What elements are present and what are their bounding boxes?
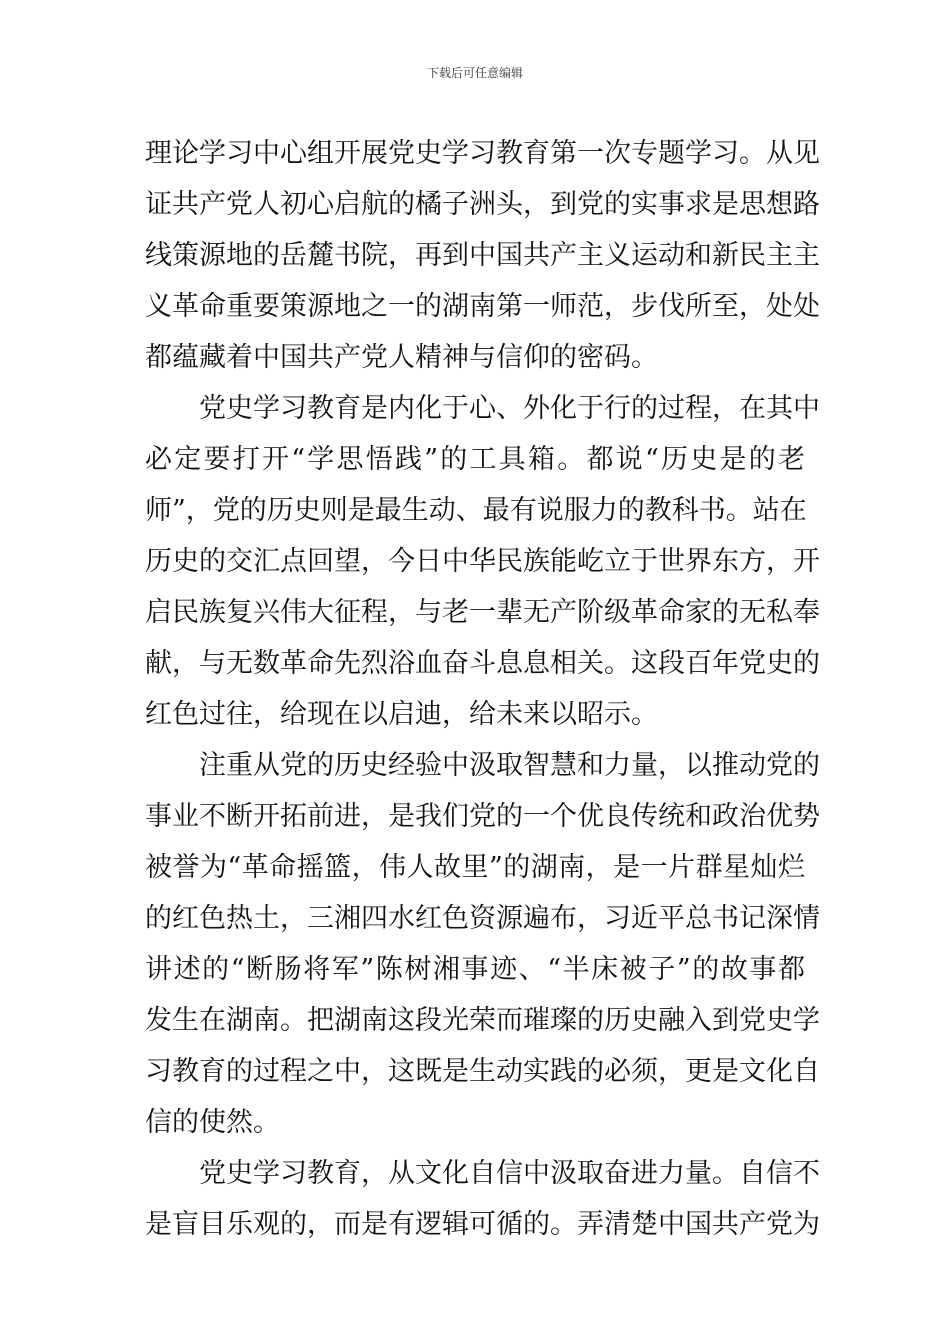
text-line: 是盲目乐观的，而是有逻辑可循的。弄清楚中国共产党为 [145, 1209, 820, 1240]
text-line: 习教育的过程之中，这既是生动实践的必须，更是文化自 [145, 1056, 820, 1087]
text-line: 师”，党的历史则是最生动、最有说服力的教科书。站在 [145, 495, 807, 526]
document-body [145, 128, 820, 1250]
paragraph-1 [145, 128, 820, 383]
text-line: 启民族复兴伟大征程，与老一辈无产阶级革命家的无私奉 [145, 597, 820, 628]
text-line: 信的使然。 [145, 1107, 280, 1138]
text-line: 发生在湖南。把湖南这段光荣而璀璨的历史融入到党史学 [145, 1005, 820, 1036]
text-line: 理论学习中心组开展党史学习教育第一次专题学习。从见 [145, 138, 820, 169]
text-line: 事业不断开拓前进，是我们党的一个优良传统和政治优势 [145, 801, 820, 832]
page-header: 下载后可任意编辑 [426, 66, 523, 80]
text-line: 都蕴藏着中国共产党人精神与信仰的密码。 [145, 342, 658, 373]
text-line: 党史学习教育，从文化自信中汲取奋进力量。自信不 [199, 1158, 820, 1189]
text-line: 红色过往，给现在以启迪，给未来以昭示。 [145, 699, 658, 730]
text-line: 的红色热土，三湘四水红色资源遍布，习近平总书记深情 [145, 903, 820, 934]
text-line: 义革命重要策源地之一的湖南第一师范，步伐所至，处处 [145, 291, 820, 322]
paragraph-4 [145, 1148, 820, 1250]
text-line: 必定要打开“学思悟践”的工具箱。都说“历史是的老 [145, 444, 805, 475]
text-line: 注重从党的历史经验中汲取智慧和力量，以推动党的 [199, 750, 820, 781]
text-line: 证共产党人初心启航的橘子洲头，到党的实事求是思想路 [145, 189, 820, 220]
text-line: 讲述的“断肠将军”陈树湘事迹、“半床被子”的故事都 [145, 954, 805, 985]
text-line: 被誉为“革命摇篮，伟人故里”的湖南，是一片群星灿烂 [145, 852, 805, 883]
paragraph-2 [145, 383, 820, 740]
text-line: 历史的交汇点回望，今日中华民族能屹立于世界东方，开 [145, 546, 820, 577]
text-line: 线策源地的岳麓书院，再到中国共产主义运动和新民主主 [145, 240, 820, 271]
text-line: 献，与无数革命先烈浴血奋斗息息相关。这段百年党史的 [145, 648, 820, 679]
text-line: 党史学习教育是内化于心、外化于行的过程，在其中 [199, 393, 820, 424]
paragraph-3 [145, 740, 820, 1148]
